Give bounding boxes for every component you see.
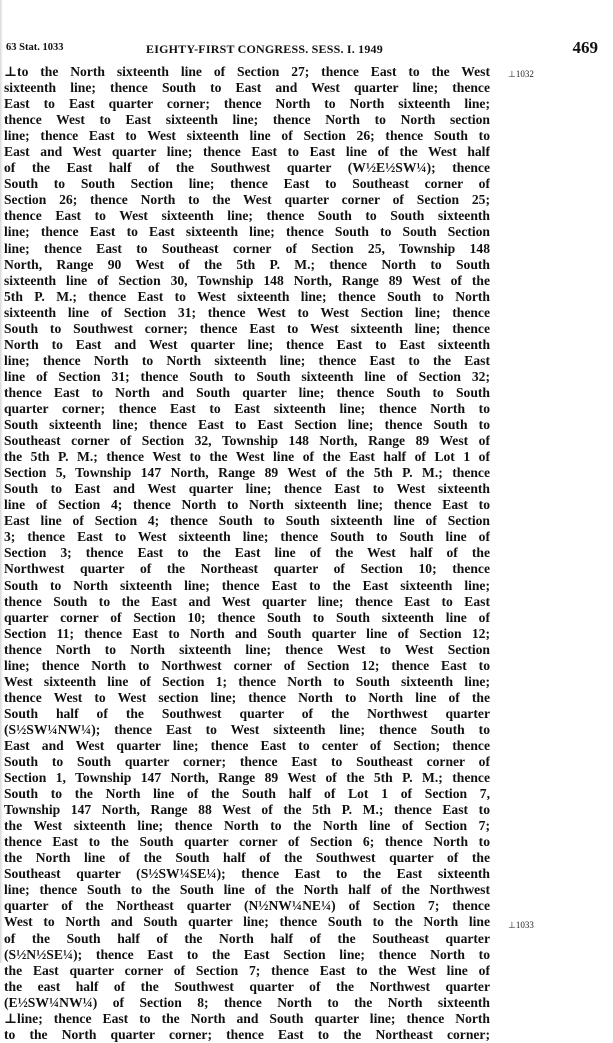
text-line: South to the North line of the South half of Lot 1 of Section 7, (4, 786, 490, 802)
text-line: line of Section 4; thence North to North sixteenth line; thence East to (4, 497, 490, 513)
text-line: Section 26; thence North to the West quarter corner of Section 25; (4, 192, 490, 208)
text-line: Section 3; thence East to the East line of the West half of the (4, 545, 490, 561)
page-number: 469 (572, 38, 598, 57)
text-line: line; thence North to Northwest corner of Section 12; thence East to (4, 657, 490, 673)
text-line: (S½SW¼NW¼); thence East to West sixteenth line; thence South to (4, 721, 490, 737)
text-line: East and West quarter line; thence East to center of Section; thence (4, 737, 490, 753)
text-line: Southeast corner of Section 32, Township 148 North, Range 89 West of (4, 433, 490, 449)
text-line: 5th P. M.; thence East to West sixteenth line; thence South to North (4, 288, 490, 304)
page-header (6, 38, 606, 58)
text-line: of the South half of the North half of the Southeast quarter (4, 930, 490, 946)
text-line: South sixteenth line; thence East to East Section line; thence South to (4, 417, 490, 433)
text-line: the 5th P. M.; thence West to the West line of the East half of Lot 1 of (4, 449, 490, 465)
text-line: line; thence East to East sixteenth line; thence South to South Section (4, 224, 490, 240)
margin-page-marker: ⊥1033 (508, 920, 534, 930)
text-line: South half of the Southwest quarter of the Northwest quarter (4, 705, 490, 721)
text-line: quarter corner; thence East to East sixteenth line; thence North to (4, 400, 490, 416)
text-line: thence East to the South quarter corner of Section 6; thence North to (4, 834, 490, 850)
running-title: EIGHTY-FIRST CONGRESS. SESS. I. 1949 (146, 42, 383, 56)
text-line: Section 5, Township 147 North, Range 89 West of the 5th P. M.; thence (4, 465, 490, 481)
text-line: the east half of the Southwest quarter of the Northwest quarter (4, 978, 490, 994)
text-line: the West sixteenth line; thence North to the North line of Section 7; (4, 818, 490, 834)
body-text (4, 64, 490, 1043)
text-line: North, Range 90 West of the 5th P. M.; thence North to South (4, 256, 490, 272)
text-line: thence South to the East and West quarter line; thence East to East (4, 593, 490, 609)
text-line: quarter corner of Section 10; thence South to South sixteenth line of (4, 609, 490, 625)
text-line: of the East half of the Southwest quarter (W½E½SW¼); thence (4, 160, 490, 176)
text-line: line of Section 31; thence South to South sixteenth line of Section 32; (4, 368, 490, 384)
text-line: thence East to North and South quarter line; thence South to South (4, 384, 490, 400)
text-line: North to East and West quarter line; thence East to East sixteenth (4, 336, 490, 352)
margin-page-marker: ⊥1032 (508, 69, 534, 79)
text-line: Township 147 North, Range 88 West of the 5th P. M.; thence East to (4, 802, 490, 818)
text-line: East to East quarter corner; thence North to North sixteenth line; (4, 96, 490, 112)
text-line: South to Southwest corner; thence East to West sixteenth line; thence (4, 320, 490, 336)
text-line: to the North quarter corner; thence East to the Northeast corner; (4, 1026, 490, 1042)
text-line: line; thence East to West sixteenth line of Section 26; thence South to (4, 128, 490, 144)
text-line: quarter of the Northeast quarter (N½NW¼NE¼) of Section 7; thence (4, 898, 490, 914)
text-line: line; thence North to North sixteenth line; thence East to the East (4, 352, 490, 368)
text-line: East and West quarter line; thence East to East line of the West half (4, 144, 490, 160)
text-line: sixteenth line of Section 31; thence West to West Section line; thence (4, 304, 490, 320)
text-line: thence West to West section line; thence North to North line of the (4, 689, 490, 705)
text-line: ⊥to the North sixteenth line of Section 27; thence East to the West (4, 64, 490, 79)
text-line: Northwest quarter of the Northeast quarter of Section 10; thence (4, 561, 490, 577)
text-line: West to North and South quarter line; thence South to the North line (4, 914, 490, 930)
text-line: sixteenth line of Section 30, Township 148 North, Range 89 West of the (4, 272, 490, 288)
text-line: Section 1, Township 147 North, Range 89 West of the 5th P. M.; thence (4, 770, 490, 786)
text-line: thence West to East sixteenth line; thence North to North section (4, 112, 490, 128)
text-line: East line of Section 4; thence South to South sixteenth line of Section (4, 513, 490, 529)
text-line: line; thence East to Southeast corner of Section 25, Township 148 (4, 240, 490, 256)
text-line: 3; thence East to West sixteenth line; thence South to South line of (4, 529, 490, 545)
text-line: Southeast quarter (S½SW¼SE¼); thence East to the East sixteenth (4, 866, 490, 882)
text-line: South to North sixteenth line; thence East to the East sixteenth line; (4, 577, 490, 593)
text-line: thence North to North sixteenth line; thence West to West Section (4, 641, 490, 657)
text-line: thence East to West sixteenth line; thence South to South sixteenth (4, 208, 490, 224)
text-line: South to South quarter corner; thence East to Southeast corner of (4, 754, 490, 770)
text-line: (S½N½SE¼); thence East to the East Section line; thence North to (4, 946, 490, 962)
text-line: (E½SW¼NW¼) of Section 8; thence North to the North sixteenth (4, 994, 490, 1010)
text-line: the East quarter corner of Section 7; thence East to the West line of (4, 962, 490, 978)
text-line: West sixteenth line of Section 1; thence North to South sixteenth line; (4, 673, 490, 689)
text-line: sixteenth line; thence South to East and West quarter line; thence (4, 80, 490, 96)
statute-citation: 63 Stat. 1033 (6, 42, 64, 53)
text-line: ⊥line; thence East to the North and South quarter line; thence North (4, 1010, 490, 1026)
text-line: South to South Section line; thence East to Southeast corner of (4, 176, 490, 192)
text-line: South to East and West quarter line; thence East to West sixteenth (4, 481, 490, 497)
text-line: Section 11; thence East to North and South quarter line of Section 12; (4, 625, 490, 641)
page-edge-shadow (0, 0, 3, 963)
text-line: line; thence South to the South line of the North half of the Northwest (4, 882, 490, 898)
text-line: the North line of the South half of the Southwest quarter of the (4, 850, 490, 866)
